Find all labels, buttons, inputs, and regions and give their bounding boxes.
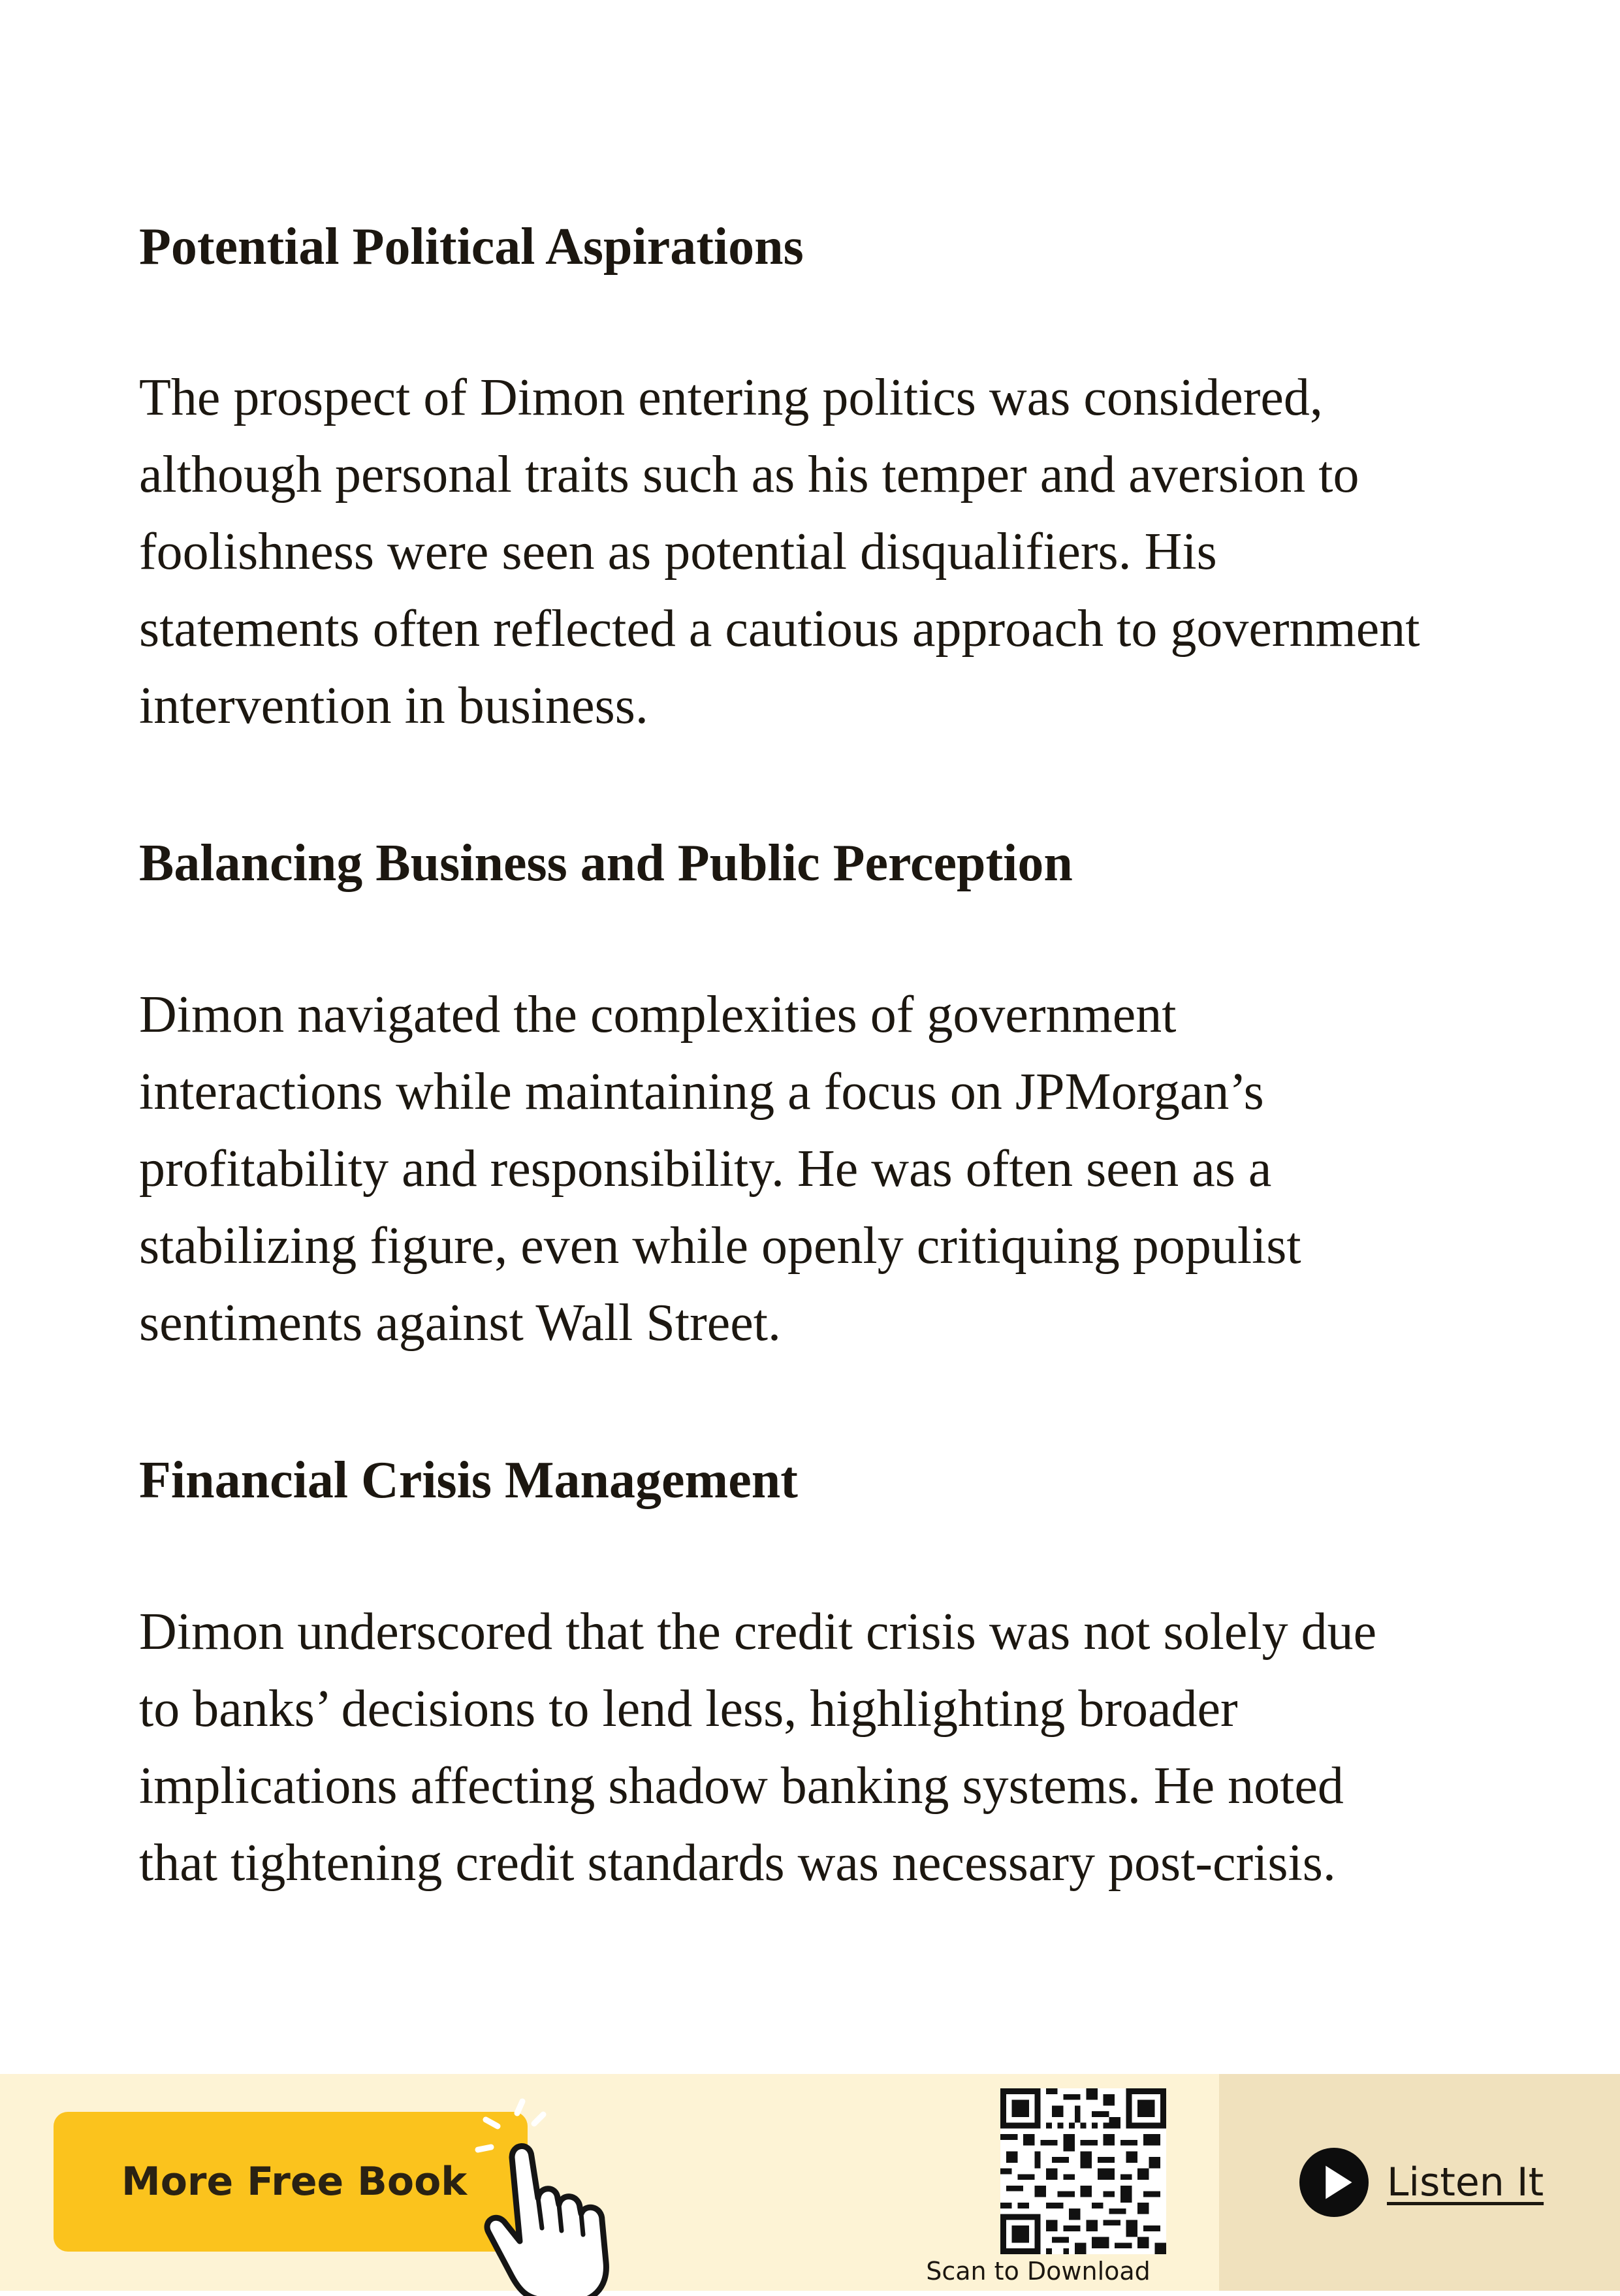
section-heading-political-aspirations: Potential Political Aspirations xyxy=(139,218,804,276)
listen-it-button[interactable] xyxy=(1299,2146,1574,2219)
body-line: sentiments against Wall Street. xyxy=(139,1294,782,1352)
pointing-hand-icon xyxy=(457,2100,627,2296)
body-line: although personal traits such as his temper and aversion to xyxy=(139,446,1359,503)
scan-to-download-label: Scan to Download xyxy=(926,2257,1151,2286)
footer-bar xyxy=(0,2074,1620,2291)
body-line: to banks’ decisions to lend less, highlighting broader xyxy=(139,1680,1238,1738)
section-body-business-perception xyxy=(139,976,1504,1362)
body-line: that tightening credit standards was necessary post-crisis. xyxy=(139,1834,1336,1892)
body-line: statements often reflected a cautious approach to government xyxy=(139,600,1420,658)
play-icon xyxy=(1299,2148,1369,2217)
section-body-political-aspirations xyxy=(139,359,1504,744)
body-line: interactions while maintaining a focus on JPMorgan’s xyxy=(139,1063,1264,1121)
body-line: intervention in business. xyxy=(139,677,648,735)
body-line: foolishness were seen as potential disqualifiers. His xyxy=(139,523,1217,581)
body-line: implications affecting shadow banking systems. He noted xyxy=(139,1757,1344,1815)
body-line: The prospect of Dimon entering politics was considered, xyxy=(139,369,1323,426)
section-heading-crisis-management: Financial Crisis Management xyxy=(139,1452,798,1509)
section-heading-business-perception: Balancing Business and Public Perception xyxy=(139,835,1073,892)
body-line: Dimon navigated the complexities of government xyxy=(139,986,1177,1044)
section-body-crisis-management xyxy=(139,1593,1504,1902)
listen-it-label: Listen It xyxy=(1387,2160,1544,2205)
body-line: Dimon underscored that the credit crisis was not solely due xyxy=(139,1603,1377,1661)
more-free-book-label: More Free Book xyxy=(121,2159,468,2205)
body-line: stabilizing figure, even while openly critiquing populist xyxy=(139,1217,1301,1275)
body-line: profitability and responsibility. He was often seen as a xyxy=(139,1140,1272,1198)
qr-code-icon[interactable] xyxy=(1000,2088,1166,2254)
